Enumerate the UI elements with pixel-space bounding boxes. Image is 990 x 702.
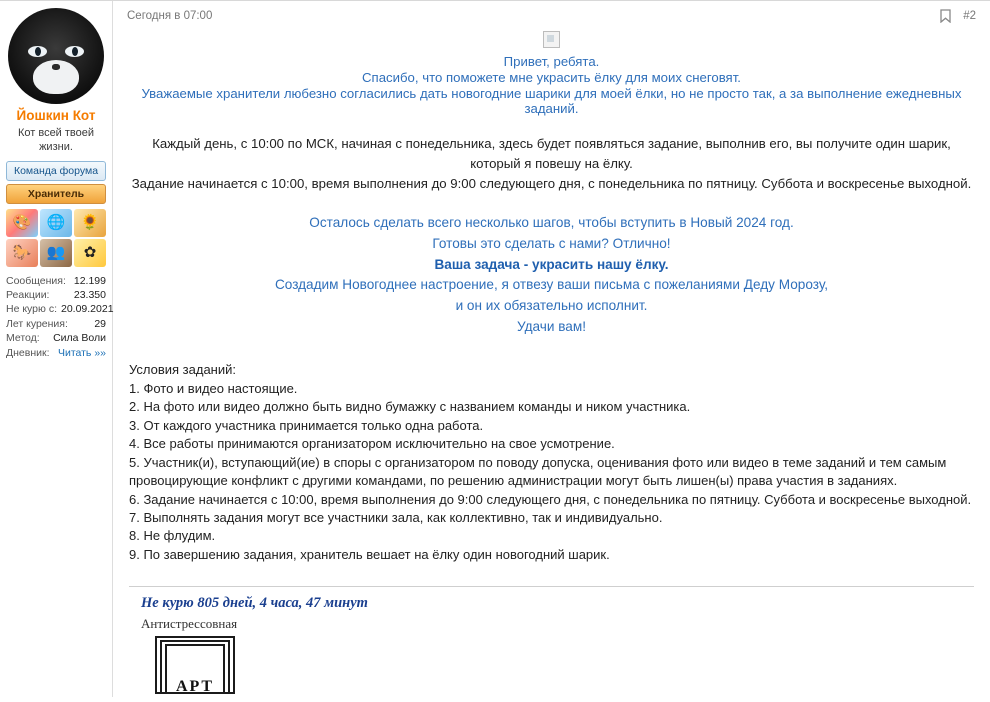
cta-line: Создадим Новогоднее настроение, я отвезу ваши письма с пожеланиями Деду Морозу,: [274, 277, 829, 293]
stat-label: Лет курения:: [6, 317, 68, 330]
stat-row: [6, 331, 106, 345]
schedule-line: Каждый день, с 10:00 по МСК, начиная с понедельника, здесь будет появляться задание, выполнив его, вы получите один шарик,: [152, 136, 951, 151]
post-content-area: [113, 1, 990, 697]
schedule-block: [129, 134, 974, 193]
intro-line: Спасибо, что поможете мне украсить ёлку для моих снеговят.: [362, 70, 741, 85]
horse-award-icon[interactable]: 🐎: [6, 239, 38, 267]
cta-line: и он их обязательно исполнит.: [455, 298, 648, 314]
broken-image-icon: [543, 31, 560, 48]
flower-award-icon[interactable]: ✿: [74, 239, 106, 267]
post-header: [113, 1, 990, 27]
art-frames-graphic: [149, 634, 241, 694]
avatar[interactable]: [8, 8, 104, 104]
rule-item: 9. По завершению задания, хранитель вешает на ёлку один новогодний шарик.: [129, 546, 610, 562]
rule-item: 8. Не флудим.: [129, 528, 216, 544]
group-award-icon[interactable]: 👥: [40, 239, 72, 267]
stat-label: Реакции:: [6, 288, 50, 301]
cta-line: Удачи вам!: [517, 318, 586, 334]
stat-row: [6, 288, 106, 302]
rule-item: 7. Выполнять задания могут все участники зала, как коллективно, так и индивидуально.: [129, 509, 663, 525]
post-body: [113, 31, 990, 702]
post-author-sidebar: [0, 1, 113, 697]
signature-subtitle: Антистрессовная: [141, 616, 238, 632]
diary-link[interactable]: Читать »»: [57, 346, 106, 359]
cta-line: Осталось сделать всего несколько шагов, чтобы вступить в Новый 2024 год.: [309, 215, 794, 231]
rules-title: Условия заданий:: [129, 362, 236, 378]
stat-row: [6, 317, 106, 331]
post-signature: [129, 586, 974, 694]
call-to-action-block: [129, 213, 974, 337]
rule-item: 2. На фото или видео должно быть видно бумажку с названием команды и ником участника.: [129, 399, 691, 415]
post-date: Сегодня в 07:00: [127, 10, 213, 22]
rule-item: 5. Участник(и), вступающий(ие) в споры с организатором по поводу допуска, оценивания фото или видео в теме заданий и тем самым провоцирующие конфликт с другими командами, по решению администрации могут быть лишен(ы) права участия в заданиях.: [129, 454, 947, 489]
bookmark-icon[interactable]: [940, 9, 951, 23]
badge-team: Команда форума: [6, 161, 106, 181]
intro-line: Привет, ребята.: [503, 54, 600, 69]
rule-item: 1. Фото и видео настоящие.: [129, 380, 298, 396]
intro-line: Уважаемые хранители любезно согласились дать новогодние шарики для моей ёлки, но не просто так, а за выполнение ежедневных заданий.: [141, 86, 962, 116]
stat-label: Дневник:: [6, 346, 50, 359]
rule-item: 4. Все работы принимаются организатором исключительно на свое усмотрение.: [129, 436, 615, 452]
stat-label: Сообщения:: [6, 274, 66, 287]
sun-award-icon[interactable]: 🌻: [74, 209, 106, 237]
author-title: Кот всей твоей жизни.: [17, 127, 95, 153]
awards-grid: [6, 209, 106, 267]
stat-value: 12.199: [73, 274, 106, 287]
author-username[interactable]: Йошкин Кот: [16, 108, 96, 123]
stat-value: 23.350: [73, 288, 106, 301]
cta-line-bold: Ваша задача - украсить нашу ёлку.: [434, 256, 669, 272]
rule-item: 3. От каждого участника принимается только одна работа.: [129, 417, 484, 433]
stat-value: Сила Воли: [53, 332, 106, 345]
intro-block: [129, 54, 974, 116]
schedule-line: Задание начинается с 10:00, время выполнения до 9:00 следующего дня, с понедельника по пятницу. Суббота и воскресенье выходной.: [131, 175, 972, 191]
avatar-nose: [52, 64, 60, 70]
stat-row: [6, 274, 106, 288]
rules-block: [129, 361, 974, 564]
stat-value: 29: [94, 317, 106, 330]
no-smoking-counter: Не курю 805 дней, 4 часа, 47 минут: [141, 595, 368, 612]
stat-row: [6, 302, 114, 316]
rule-item: 6. Задание начинается с 10:00, время выполнения до 9:00 следующего дня, с понедельника по пятницу. Суббота и воскресенье выходной.: [129, 491, 972, 507]
cta-line: Готовы это сделать с нами? Отлично!: [432, 236, 671, 252]
schedule-line: который я повешу на ёлку.: [470, 155, 633, 171]
stat-row: [6, 346, 106, 360]
badge-rank: Хранитель: [6, 184, 106, 204]
avatar-eye-right: [65, 46, 84, 57]
stat-label: Метод:: [6, 332, 40, 345]
post-number[interactable]: #2: [963, 10, 976, 22]
author-stats: [6, 274, 114, 361]
stat-value: 20.09.2021: [60, 303, 114, 316]
avatar-eye-left: [28, 46, 47, 57]
stat-label: Не курю с:: [6, 303, 57, 316]
globe-award-icon[interactable]: 🌐: [40, 209, 72, 237]
art-label: APT: [176, 678, 214, 696]
palette-award-icon[interactable]: 🎨: [6, 209, 38, 237]
